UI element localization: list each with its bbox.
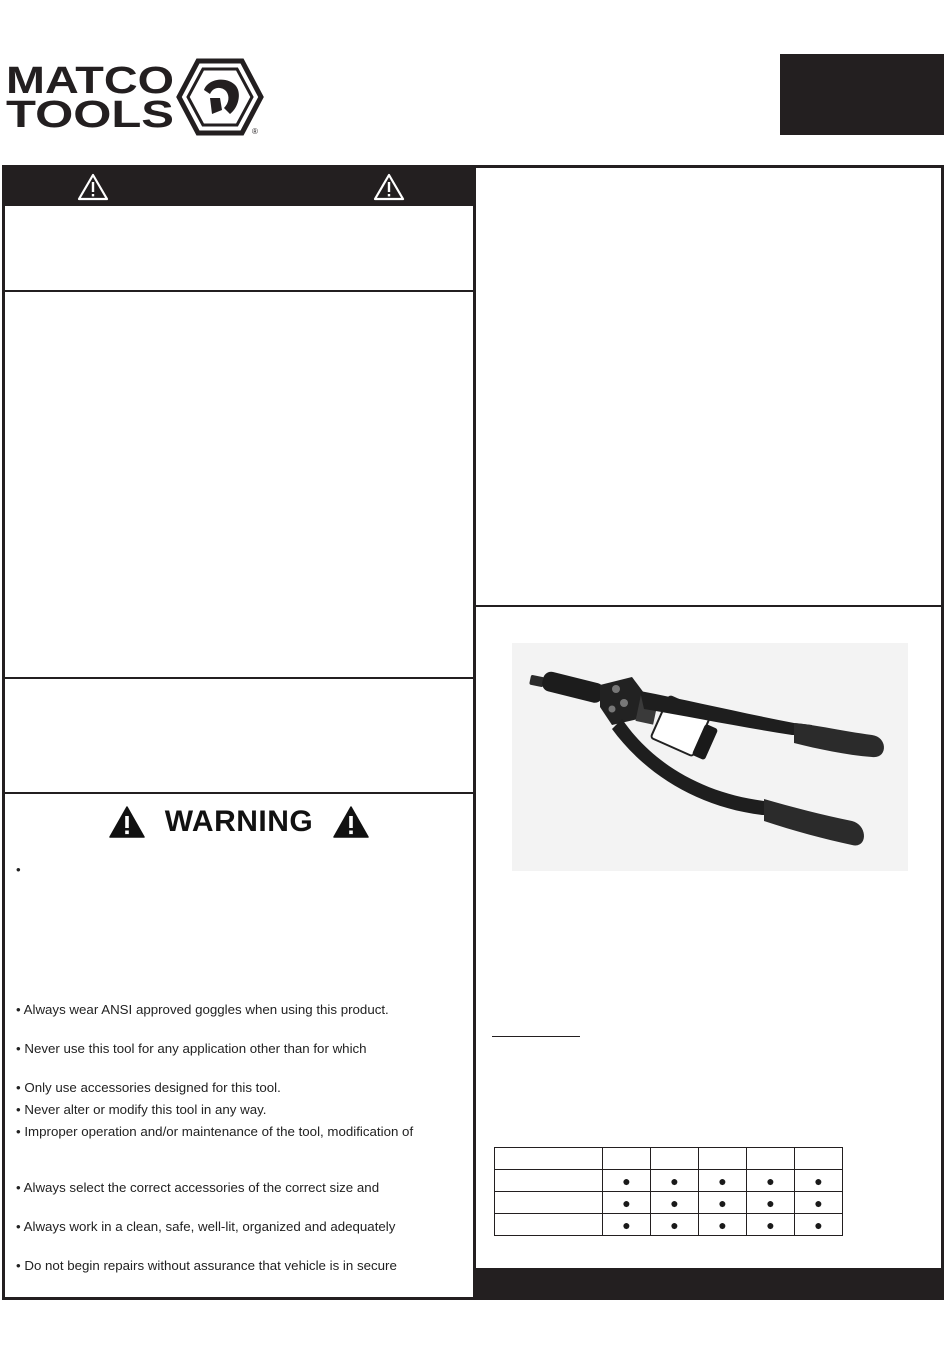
warning-triangle-right-icon <box>333 806 369 838</box>
product-description-section <box>476 168 944 606</box>
table-cell: ● <box>603 1214 651 1236</box>
logo-line-2: TOOLS <box>6 94 174 130</box>
table-cell <box>651 1148 699 1170</box>
table-cell: ● <box>795 1192 843 1214</box>
table-cell <box>495 1170 603 1192</box>
warning-title: WARNING <box>164 805 314 838</box>
footer-bar <box>476 1268 944 1300</box>
safety-header-bar <box>5 168 473 204</box>
table-cell: ● <box>747 1214 795 1236</box>
brand-logo-text <box>6 60 176 130</box>
section-divider <box>5 792 473 794</box>
table-row <box>495 1170 843 1192</box>
caution-triangle-left-icon <box>77 173 109 201</box>
warning-heading <box>5 800 473 844</box>
warning-item: • Only use accessories designed for this tool. <box>16 1080 281 1095</box>
table-cell: ● <box>651 1192 699 1214</box>
table-row <box>495 1214 843 1236</box>
logo-line-1: MATCO <box>6 60 174 102</box>
table-cell <box>603 1148 651 1170</box>
warning-item: • Improper operation and/or maintenance of the tool, modification of <box>16 1124 414 1139</box>
section-divider <box>476 605 944 607</box>
table-row <box>495 1148 843 1170</box>
warning-item: • Do not begin repairs without assurance that vehicle is in secure <box>16 1258 397 1273</box>
riveter-tool-image <box>512 643 908 871</box>
warning-item: • Always wear ANSI approved goggles when using this product. <box>16 1002 389 1017</box>
warning-item: • Never alter or modify this tool in any way. <box>16 1102 267 1117</box>
table-cell: ● <box>603 1192 651 1214</box>
table-cell: ● <box>795 1214 843 1236</box>
table-cell: ● <box>795 1170 843 1192</box>
table-cell <box>495 1214 603 1236</box>
table-cell <box>795 1148 843 1170</box>
warning-item: • Always select the correct accessories of the correct size and <box>16 1180 380 1195</box>
section-underline <box>492 1036 580 1037</box>
table-cell <box>699 1148 747 1170</box>
fitment-table <box>494 1147 843 1236</box>
table-cell <box>495 1192 603 1214</box>
registered-mark: ® <box>252 127 258 136</box>
table-cell: ● <box>699 1192 747 1214</box>
caution-triangle-right-icon <box>373 173 405 201</box>
warning-item: • Never use this tool for any application other than for which <box>16 1041 367 1056</box>
model-number-box <box>780 54 944 135</box>
warning-triangle-left-icon <box>109 806 145 838</box>
table-cell: ● <box>699 1170 747 1192</box>
table-row <box>495 1192 843 1214</box>
table-cell: ● <box>747 1192 795 1214</box>
safety-notes-section <box>5 679 473 792</box>
table-cell <box>747 1148 795 1170</box>
table-cell <box>495 1148 603 1170</box>
safety-instructions-section <box>5 292 473 677</box>
table-cell: ● <box>651 1170 699 1192</box>
table-cell: ● <box>747 1170 795 1192</box>
warning-first-bullet: • <box>16 862 21 877</box>
safety-intro-section <box>5 206 473 290</box>
table-cell: ● <box>651 1214 699 1236</box>
table-cell: ● <box>699 1214 747 1236</box>
table-cell: ● <box>603 1170 651 1192</box>
warning-item: • Always work in a clean, safe, well-lit, organized and adequately <box>16 1219 396 1234</box>
brand-logo-hex-icon <box>176 58 264 136</box>
